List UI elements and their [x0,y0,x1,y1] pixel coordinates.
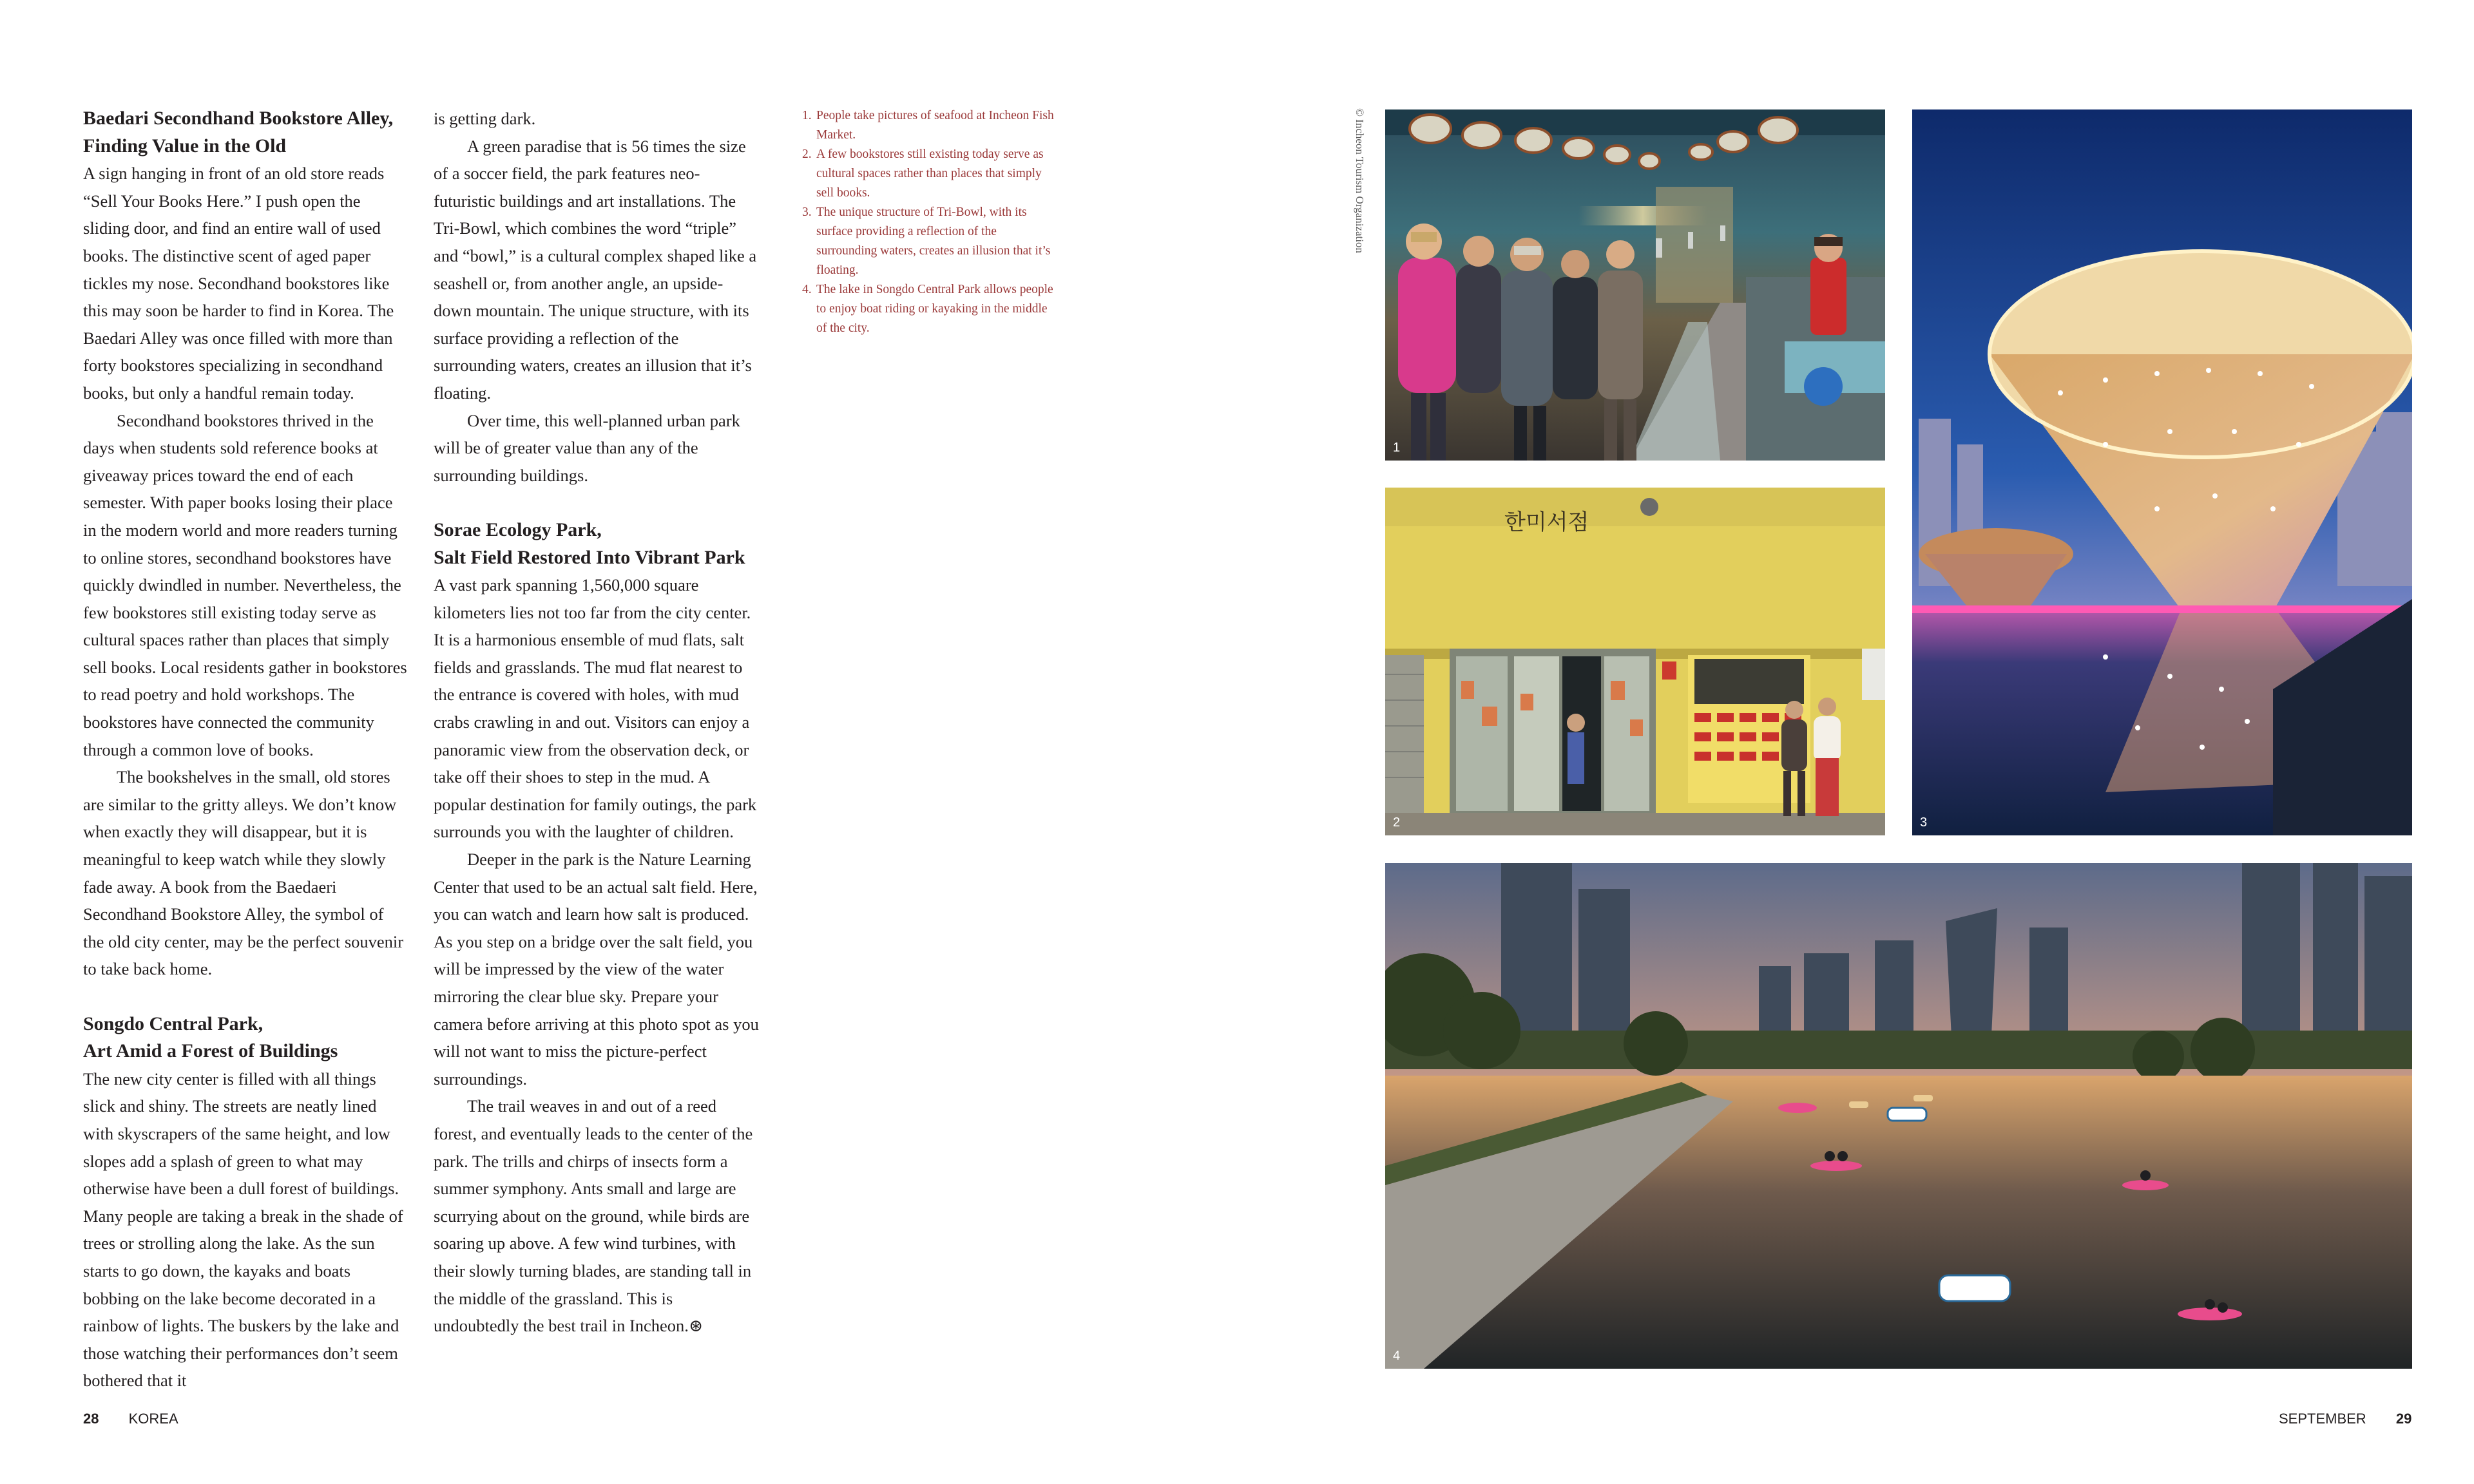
body-paragraph: A green paradise that is 56 times the size of a soccer field, the park features neo-futuristic buildings and art installations. The Tri-Bowl, which combines the word “triple” and “bowl,” is a cultural complex shaped like a seashell or, from another angle, an upside-down mountain. The unique structure, with its surface providing a reflection of the surrounding waters, creates an illusion that it’s floating. [434,136,757,403]
photo-tri-bowl [1912,109,2412,835]
photo-number: 2 [1393,815,1401,830]
footer-right [2279,1411,2412,1427]
body-paragraph: The trail weaves in and out of a reed forest, and eventually leads to the center of the park. The trills and chirps of insects form a summer symphony. Ants small and large are scurrying about on the ground, while birds are soaring up above. A few wind turbines, with their slowly turning blades, are standing tall in the middle of the grassland. This is undoubtedly the best trail in Incheon.⊛ [434,1096,753,1336]
photo-captions [802,106,1060,338]
section-heading-songdo: Songdo Central Park, Art Amid a Forest of Buildings [83,1013,338,1062]
body-paragraph: The bookshelves in the small, old stores are similar to the gritty alleys. We don’t know when exactly they will disappear, but it is meaningful to keep watch while they slowly fade away. A book from the Baedaeri Secondhand Bookstore Alley, the symbol of the old city center, may be the perfect souvenir to take back home. [83,767,404,979]
caption-item: 4. The lake in Songdo Central Park allows people to enjoy boat riding or kayaking in the middle of the city. [802,283,1053,335]
body-paragraph: Over time, this well-planned urban park will be of greater value than any of the surrounding buildings. [434,410,740,485]
body-paragraph: Deeper in the park is the Nature Learning Center that used to be an actual salt field. Here, you can watch and learn how salt is produced. As you step on a bridge over the salt field, you will be impressed by the view of the water mirroring the clear blue sky. Prepare your camera before arriving at this photo spot as you will not want to miss the picture-perfect surroundings. [434,850,759,1089]
page-number: 29 [2395,1411,2412,1427]
section-heading-baedari: Baedari Secondhand Bookstore Alley, Finding Value in the Old [83,108,394,157]
section-heading-sorae: Sorae Ecology Park, Salt Field Restored Into Vibrant Park [434,518,745,568]
photo-bookstore [1385,488,1885,835]
photo-fish-market [1385,109,1885,461]
text-column-2 [434,105,759,1340]
body-paragraph: is getting dark. [434,109,536,128]
footer-left [83,1411,178,1427]
footer-section: KOREA [128,1411,178,1427]
body-paragraph: A sign hanging in front of an old store reads “Sell Your Books Here.” I push open the sliding door, and find an entire wall of used books. The distinctive scent of aged paper tickles my nose. Secondhand bookstores like this may soon be harder to find in Korea. The Baedari Alley was once filled with more than forty bookstores specializing in secondhand books, but only a handful remain today. [83,164,394,403]
caption-item: 2. A few bookstores still existing today serve as cultural spaces rather than places that simply sell books. [802,147,1044,200]
photo-songdo-lake [1385,863,2412,1369]
body-paragraph: The new city center is filled with all things slick and shiny. The streets are neatly lined with skyscrapers of the same height, and low slopes add a splash of green to what may otherwise have been a dull forest of buildings. Many people are taking a break in the shade of trees or strolling along the lake. As the sun starts to go down, the kayaks and boats bobbing on the lake become decorated in a rainbow of lights. The buskers by the lake and those watching their performances don’t seem bothered that it [83,1069,403,1391]
body-paragraph: Secondhand bookstores thrived in the days when students sold reference books at giveaway prices toward the end of each semester. With paper books losing their place in the modern world and more readers turning to online stores, secondhand bookstores have quickly dwindled in number. Nevertheless, the few bookstores still existing today serve as cultural spaces rather than places that simply sell books. Local residents gather in bookstores to read poetry and hold workshops. The bookstores have connected the community through a common love of books. [83,410,407,759]
photo-credit: © Incheon Tourism Organization [1354,108,1366,253]
body-paragraph: A vast park spanning 1,560,000 square kilometers lies not too far from the city center. It is a harmonious ensemble of mud flats, salt fields and grasslands. The mud flat nearest to the entrance is covered with holes, with mud crabs crawling in and out. Visitors can enjoy a panoramic view from the observation deck, or take off their shoes to step in the mud. A popular destination for family outings, the park surrounds you with the laughter of children. [434,575,757,842]
text-column-1 [83,105,408,1394]
shop-sign-text: 한미서점 [1504,509,1589,535]
caption-item: 1. People take pictures of seafood at Incheon Fish Market. [802,109,1054,142]
end-mark-icon: ⊛ [688,1316,704,1336]
page-number: 28 [83,1411,99,1427]
footer-section: SEPTEMBER [2279,1411,2366,1427]
caption-item: 3. The unique structure of Tri-Bowl, with its surface providing a reflection of the surrounding waters, creates an illusion that it’s floating. [802,205,1051,277]
photo-number: 4 [1393,1349,1401,1363]
photo-number: 3 [1920,815,1928,830]
photo-number: 1 [1393,441,1401,455]
